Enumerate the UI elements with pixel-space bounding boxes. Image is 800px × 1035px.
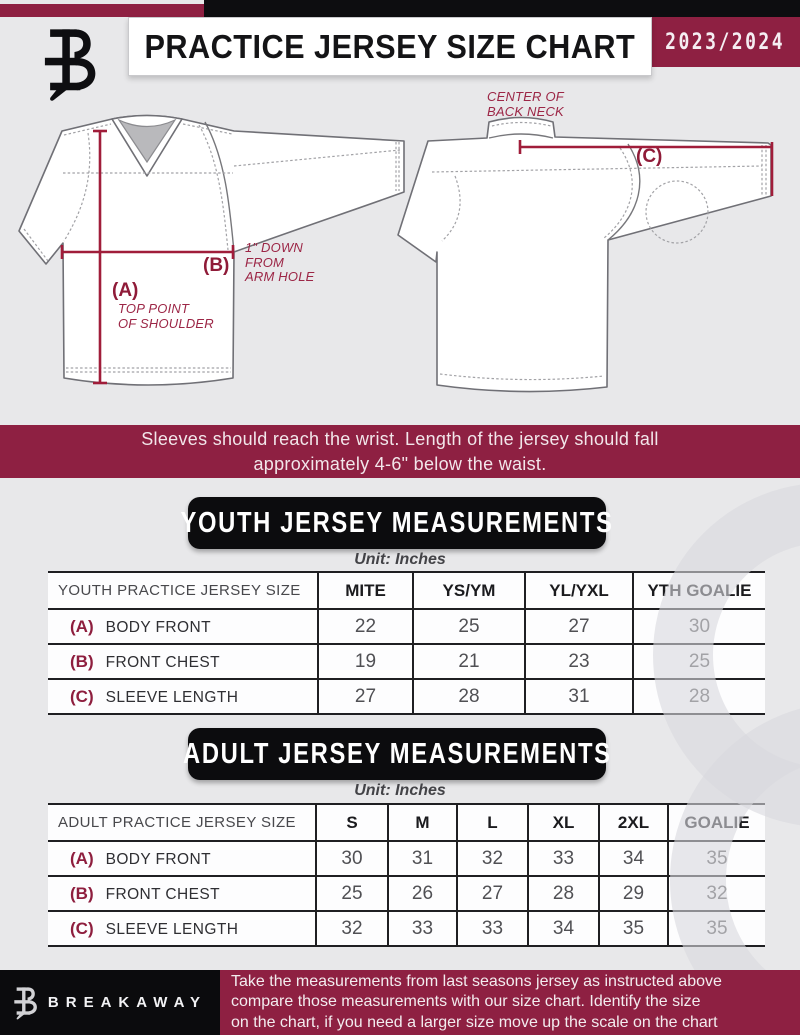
youth-size-label: YOUTH PRACTICE JERSEY SIZE (58, 582, 301, 599)
measure-b-note: 1" DOWN FROM ARM HOLE (245, 240, 315, 284)
adult-row-front-chest: (B) FRONT CHEST 25 26 27 28 29 32 (48, 876, 765, 911)
measure-a-note: TOP POINT OF SHOULDER (118, 301, 214, 331)
adult-col-s: S (316, 804, 388, 841)
youth-row-sleeve-length: (C) SLEEVE LENGTH 27 28 31 28 (48, 679, 765, 714)
youth-header-row (48, 572, 765, 609)
youth-section-header: YOUTH JERSEY MEASUREMENTS (188, 497, 606, 549)
breakaway-footer-logo-icon (13, 985, 39, 1020)
youth-row-body-front: (A) BODY FRONT 22 25 27 30 (48, 609, 765, 644)
measure-c-note: CENTER OF BACK NECK (487, 89, 564, 119)
adult-col-xl: XL (528, 804, 599, 841)
page-title: PRACTICE JERSEY SIZE CHART (144, 27, 636, 65)
footer-instructions (220, 970, 800, 1035)
season-badge (650, 17, 800, 67)
youth-row-front-chest: (B) FRONT CHEST 19 21 23 25 (48, 644, 765, 679)
youth-unit-label: Unit: Inches (354, 551, 446, 568)
measure-b-key: (B) (203, 255, 230, 276)
header-black-strip (204, 0, 800, 17)
adult-col-m: M (388, 804, 457, 841)
youth-col-goalie: YTH GOALIE (633, 572, 765, 609)
season-label: 2023/2024 (665, 29, 785, 55)
footer-line2: compare those measurements with our size chart. Identify the size (231, 993, 701, 1011)
measure-a-key: (A) (112, 280, 139, 301)
jersey-diagram (0, 85, 800, 425)
adult-col-2xl: 2XL (599, 804, 668, 841)
youth-col-ylyxl: YL/YXL (525, 572, 633, 609)
fit-note-line2: approximately 4-6" below the waist. (253, 453, 547, 474)
footer-line3: on the chart, if you need a larger size move up the scale on the chart (231, 1013, 718, 1031)
measure-c-key: (C) (636, 146, 663, 167)
footer-brand-name: BREAKAWAY (47, 994, 208, 1011)
youth-col-mite: MITE (318, 572, 413, 609)
adult-header-row (48, 804, 765, 841)
fit-note-line1: Sleeves should reach the wrist. Length of the jersey should fall (141, 428, 659, 449)
fit-note-banner (0, 425, 800, 478)
adult-row-body-front: (A) BODY FRONT 30 31 32 33 34 35 (48, 841, 765, 876)
footer-line1: Take the measurements from last seasons jersey as instructed above (231, 972, 722, 990)
title-box (128, 17, 652, 76)
adult-section-header: ADULT JERSEY MEASUREMENTS (188, 728, 606, 780)
breakaway-logo-icon (42, 24, 100, 102)
youth-size-table (48, 571, 765, 715)
adult-col-l: L (457, 804, 528, 841)
header-maroon-strip (0, 4, 204, 17)
footer-brand-box (0, 970, 220, 1035)
adult-unit-label: Unit: Inches (354, 782, 446, 799)
adult-size-table (48, 803, 765, 947)
adult-size-label: ADULT PRACTICE JERSEY SIZE (58, 814, 296, 831)
youth-col-ysym: YS/YM (413, 572, 525, 609)
adult-row-sleeve-length: (C) SLEEVE LENGTH 32 33 33 34 35 35 (48, 911, 765, 946)
adult-col-goalie: GOALIE (668, 804, 765, 841)
